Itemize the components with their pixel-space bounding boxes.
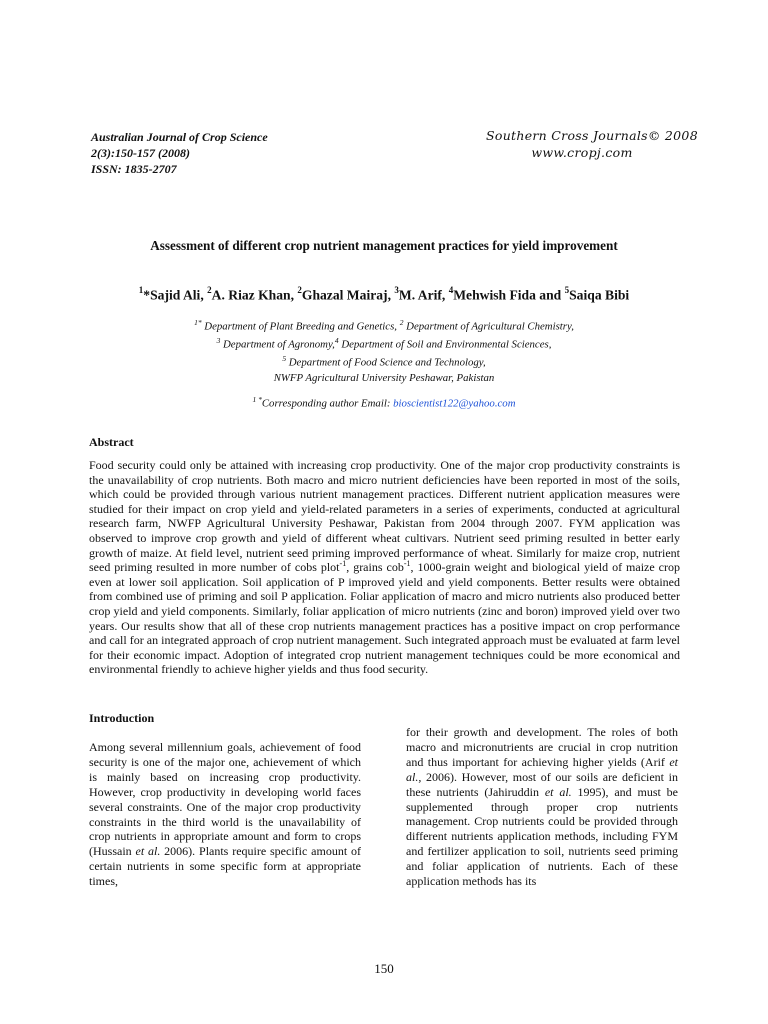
abstract-heading: Abstract [89,435,134,449]
affiliation-line [0,316,768,334]
publisher-name: Southern Cross Journals© 2008 [486,128,698,143]
body-text: for their growth and development. The roles of both macro and micronutrients are crucial in crop nutrition and thus important for achieving higher yields (Arif [406,725,678,769]
author-name: A. Riaz Khan, [211,287,298,303]
page-number: 150 [374,961,394,976]
publisher-website: www.cropj.com [531,145,633,160]
affiliation-text: Department of Soil and Environmental Sciences, [338,338,552,351]
affiliation-text: Department of Food Science and Technology, [286,356,486,369]
abstract-text: Food security could only be attained with increasing crop productivity. One of the major crop productivity constraints is the unavailability of crop nutrients. Both macro and micro nutrient deficiencies have been reported in most of the soils, which could be provided through various nutrient management practices. Different nutrient application measures were studied for their impact on crop yield and yield-related parameters in a series of experiments, conducted at agricultural research farm, NWFP Agricultural University Peshawar, Pakistan from 2004 through 2007. FYM application was observed to improve crop growth and yield of different wheat cultivars. Nutrient seed priming resulted in better early growth of maize. At field level, nutrient seed priming improved performance of wheat. Similarly for maize crop, nutrient seed priming resulted in more number of cobs plot [89,458,680,575]
introduction-right-column [406,725,678,889]
body-text: 2006). However, most of our soils are deficient in these nutrients (Jahiruddin [406,769,678,799]
abstract-text: , grains cob [346,560,404,575]
journal-issn: ISSN: 1835-2707 [91,162,177,176]
author-marker: 5 [564,285,570,295]
affiliation-line [0,334,768,352]
body-text: Among several millennium goals, achievement of food security is one of the major one, achievement of which is mainly based on increasing crop productivity. However, crop productivity in developing world faces several constraints. One of the major crop productivity constraints in the third world is the unavailability of crop nutrients in appropriate amount and form to crops (Hussain [89,740,361,859]
author-name: Ghazal Mairaj, [301,287,395,303]
affiliation-line [0,352,768,370]
abstract-text: , 1000-grain weight and biological yield of maize crop even at lower soil application. Soil application of P improved yield and yield components. Better results were obtained from combined use of priming and soil P application. Foliar application of macro and micro nutrients also produced better crop yield and yield components. Similarly, foliar application of micro nutrients (zinc and boron) improved yield over two years. Our results show that all of these crop nutrients management practices has a positive impact on crop performance and call for an integrated approach of crop nutrient management. Such integrated approach must be evaluated at farm level for their economic impact. Adoption of integrated crop nutrient management techniques could be more economical and environmental friendly to achieve higher yields and thus food security. [89,560,681,677]
journal-name: Australian Journal of Crop Science [91,130,268,144]
journal-volume: 2(3):150-157 (2008) [91,146,190,160]
abstract-superscript: -1 [339,559,347,569]
affiliation-text: Department of Plant Breeding and Genetics, [201,320,400,333]
affiliation-marker: 1* [194,318,202,327]
introduction-left-column [89,740,361,889]
corresponding-marker: 1 * [252,395,262,404]
author-marker: 2 [207,285,212,295]
affiliation-marker: 4 [334,336,339,346]
author-name: Mehwish Fida and [453,287,565,303]
author-marker: 4 [448,285,454,295]
affiliation-text: Department of Agronomy, [220,338,335,351]
paper-title: Assessment of different crop nutrient management practices for yield improvement [150,238,618,253]
publisher-info [486,127,698,161]
author-marker: 3 [394,285,399,295]
journal-info [91,129,268,177]
citation-etal: et al. [544,784,572,799]
affiliations [0,316,768,385]
citation-etal: et al., [406,754,678,784]
affiliation-marker: 3 [216,336,221,346]
author-marker: 2 [297,285,302,295]
body-text: 2006). Plants require specific amount of certain nutrients in some specific form at appropriate times, [89,844,361,889]
corresponding-label: Corresponding author Email: [261,397,394,410]
affiliation-line: NWFP Agricultural University Peshawar, Pakistan [273,371,495,384]
abstract-superscript: -1 [403,559,411,569]
author-list [0,281,768,306]
body-text: 1995), and must be supplemented through proper crop nutrients management. Crop nutrients could be provided through different nutrients application methods, including FYM and fertilizer application to soil, nutrients seed priming and foliar application of nutrients. Each of these application methods has its [406,784,679,889]
affiliation-text: Department of Agricultural Chemistry, [403,320,574,333]
affiliation-marker: 5 [282,354,287,364]
corresponding-author [0,392,768,412]
author-name: *Sajid Ali, [143,287,208,303]
corresponding-email-link[interactable]: bioscientist122@yahoo.com [393,397,516,410]
author-name: M. Arif, [398,287,449,303]
author-marker: 1 [138,285,144,295]
author-name: Saiqa Bibi [569,287,630,303]
citation-etal: et al. [135,844,161,859]
introduction-heading: Introduction [89,711,155,725]
abstract-body [89,458,680,677]
affiliation-marker: 2 [399,318,404,327]
